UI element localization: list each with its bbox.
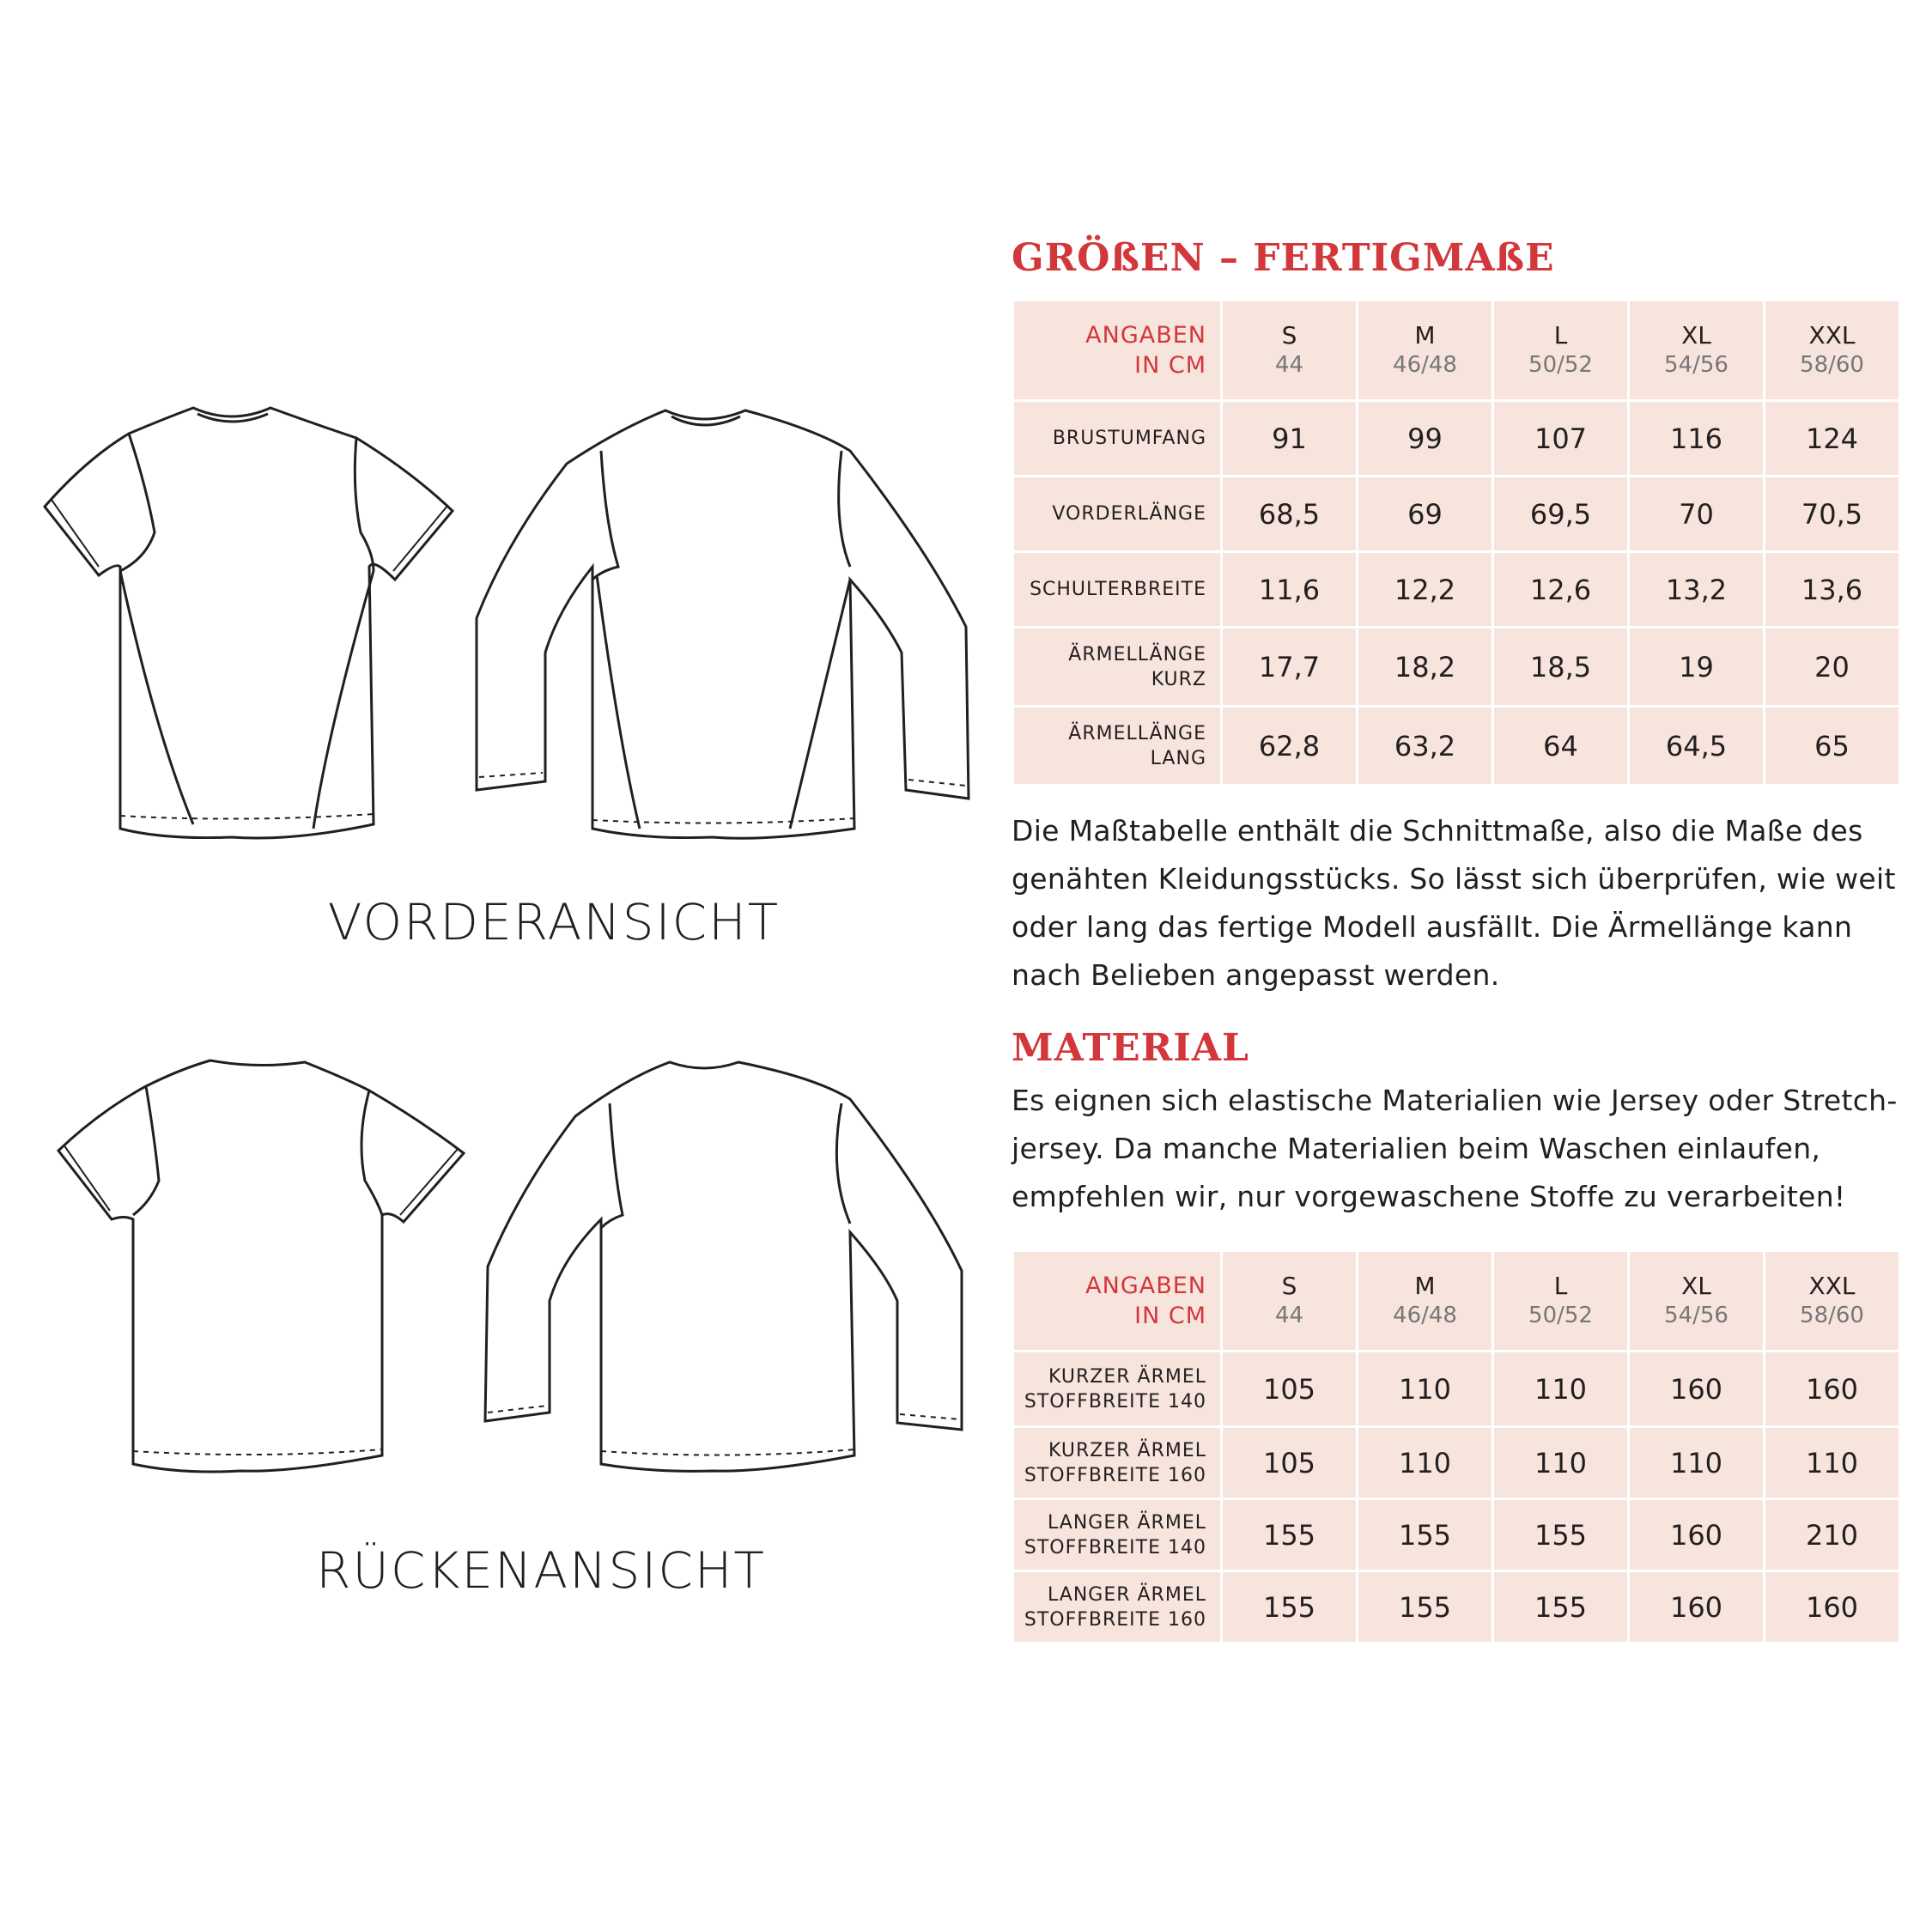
table-cell: 160	[1765, 1352, 1900, 1427]
size-header-cell	[1358, 301, 1493, 401]
table-cell: 13,6	[1765, 552, 1900, 628]
front-short-sleeve-shirt-drawing	[34, 395, 464, 841]
front-view-label: VORDERANSICHT	[327, 893, 781, 951]
table-cell: 210	[1765, 1499, 1900, 1571]
table-cell: 69,5	[1493, 477, 1629, 552]
table-cell: 160	[1629, 1352, 1765, 1427]
size-header-cell	[1222, 1251, 1358, 1352]
size-name: XXL	[1808, 321, 1856, 349]
table-cell: 11,6	[1222, 552, 1358, 628]
sizes-heading: GRÖßEN – FERTIGMAßE	[1012, 236, 1555, 280]
size-name: M	[1414, 321, 1436, 349]
table-cell: 64	[1493, 707, 1629, 786]
size-name: L	[1553, 321, 1568, 349]
size-header-cell	[1765, 301, 1900, 401]
table-cell: 64,5	[1629, 707, 1765, 786]
row-label-line: STOFFBREITE 140	[1024, 1390, 1206, 1413]
material-description: Es eignen sich elastische Materialien wie Jersey oder Stretch-jersey. Da manche Materialien beim Waschen einlaufen, empfehlen wir, nur vorgewaschene Stoffe zu verarbeiten!	[1012, 1084, 1898, 1213]
table-cell: 110	[1629, 1427, 1765, 1499]
table-row	[1013, 707, 1900, 786]
table-cell: 68,5	[1222, 477, 1358, 552]
table-cell: 110	[1493, 1427, 1629, 1499]
size-name: M	[1414, 1272, 1436, 1300]
table-cell: 99	[1358, 401, 1493, 477]
table-cell: 12,2	[1358, 552, 1493, 628]
row-label-line: STOFFBREITE 160	[1024, 1608, 1206, 1631]
table-cell: 110	[1358, 1352, 1493, 1427]
row-label-line: SCHULTERBREITE	[1030, 579, 1206, 600]
table-cell: 160	[1765, 1571, 1900, 1643]
table-cell: 17,7	[1222, 628, 1358, 707]
table-cell: 155	[1493, 1499, 1629, 1571]
table-header-row	[1013, 301, 1900, 401]
row-label-line: VORDERLÄNGE	[1052, 503, 1206, 525]
size-name: XXL	[1808, 1272, 1856, 1300]
fabric-requirement-table	[1012, 1249, 1901, 1644]
sizes-description: Die Maßtabelle enthält die Schnittmaße, also die Maße des genähten Kleidungsstücks. So lässt sich überprüfen, wie weit oder lang das fertige Modell ausfällt. Die Ärmellänge kann nach Belieben angepasst werden.	[1012, 814, 1896, 992]
table-cell: 105	[1222, 1352, 1358, 1427]
table-cell: 65	[1765, 707, 1900, 786]
table-cell: 18,2	[1358, 628, 1493, 707]
size-name: S	[1281, 321, 1297, 349]
front-long-sleeve-shirt-drawing	[472, 395, 979, 841]
table-cell: 107	[1493, 401, 1629, 477]
finished-measurements-table	[1012, 299, 1901, 787]
table-cell: 116	[1629, 401, 1765, 477]
table-row	[1013, 401, 1900, 477]
row-label-line: STOFFBREITE 140	[1024, 1536, 1206, 1558]
table-cell: 19	[1629, 628, 1765, 707]
row-label-line: KURZ	[1151, 668, 1206, 690]
table-header-row	[1013, 1251, 1900, 1352]
row-label-line: ÄRMELLÄNGE	[1068, 722, 1206, 744]
table-row	[1013, 1427, 1900, 1499]
table-row	[1013, 1499, 1900, 1571]
table-cell: 69	[1358, 477, 1493, 552]
table-cell: 155	[1222, 1571, 1358, 1643]
size-number: 54/56	[1664, 352, 1728, 378]
back-view-label: RÜCKENANSICHT	[316, 1541, 766, 1600]
table-cell: 110	[1358, 1427, 1493, 1499]
table-cell: 160	[1629, 1499, 1765, 1571]
unit-header-cell	[1013, 301, 1222, 401]
row-label-line: STOFFBREITE 160	[1024, 1464, 1206, 1486]
unit-label: ANGABEN	[1085, 322, 1206, 349]
row-label	[1013, 1427, 1222, 1499]
table-cell: 155	[1222, 1499, 1358, 1571]
table-row	[1013, 552, 1900, 628]
table-cell: 155	[1493, 1571, 1629, 1643]
table-cell: 70	[1629, 477, 1765, 552]
material-heading: MATERIAL	[1012, 1026, 1249, 1070]
size-number: 46/48	[1393, 352, 1457, 378]
table-row	[1013, 1571, 1900, 1643]
table-cell: 155	[1358, 1571, 1493, 1643]
row-label-line: ÄRMELLÄNGE	[1068, 643, 1206, 665]
size-header-cell	[1493, 1251, 1629, 1352]
size-number: 50/52	[1528, 352, 1593, 378]
row-label-line: KURZER ÄRMEL	[1048, 1439, 1206, 1461]
size-header-cell	[1222, 301, 1358, 401]
row-label	[1013, 401, 1222, 477]
row-label	[1013, 1352, 1222, 1427]
back-short-sleeve-shirt-drawing	[52, 1052, 472, 1481]
row-label-line: LANGER ÄRMEL	[1048, 1511, 1206, 1534]
size-number: 54/56	[1664, 1303, 1728, 1328]
row-label-line: LANGER ÄRMEL	[1048, 1583, 1206, 1606]
size-number: 44	[1274, 1303, 1304, 1328]
size-number: 58/60	[1800, 1303, 1864, 1328]
row-label-line: KURZER ÄRMEL	[1048, 1365, 1206, 1388]
table-cell: 155	[1358, 1499, 1493, 1571]
unit-label: IN CM	[1134, 352, 1206, 379]
table-cell: 13,2	[1629, 552, 1765, 628]
table-cell: 18,5	[1493, 628, 1629, 707]
back-long-sleeve-shirt-drawing	[481, 1052, 975, 1481]
table-cell: 105	[1222, 1427, 1358, 1499]
size-header-cell	[1629, 1251, 1765, 1352]
table-row	[1013, 477, 1900, 552]
row-label	[1013, 628, 1222, 707]
row-label	[1013, 1571, 1222, 1643]
size-number: 46/48	[1393, 1303, 1457, 1328]
row-label-line: LANG	[1150, 747, 1206, 769]
unit-label: ANGABEN	[1085, 1273, 1206, 1299]
row-label	[1013, 1499, 1222, 1571]
table-cell: 20	[1765, 628, 1900, 707]
size-number: 58/60	[1800, 352, 1864, 378]
table-cell: 110	[1493, 1352, 1629, 1427]
unit-header-cell	[1013, 1251, 1222, 1352]
table-row	[1013, 628, 1900, 707]
table-cell: 70,5	[1765, 477, 1900, 552]
size-header-cell	[1765, 1251, 1900, 1352]
size-header-cell	[1358, 1251, 1493, 1352]
row-label-line: BRUSTUMFANG	[1052, 428, 1206, 449]
table-row	[1013, 1352, 1900, 1427]
size-name: S	[1281, 1272, 1297, 1300]
size-header-cell	[1629, 301, 1765, 401]
table-cell: 63,2	[1358, 707, 1493, 786]
table-cell: 91	[1222, 401, 1358, 477]
table-cell: 12,6	[1493, 552, 1629, 628]
table-cell: 160	[1629, 1571, 1765, 1643]
row-label	[1013, 707, 1222, 786]
size-header-cell	[1493, 301, 1629, 401]
row-label	[1013, 477, 1222, 552]
size-name: L	[1553, 1272, 1568, 1300]
table-cell: 124	[1765, 401, 1900, 477]
table-cell: 62,8	[1222, 707, 1358, 786]
row-label	[1013, 552, 1222, 628]
size-name: XL	[1681, 321, 1711, 349]
size-number: 50/52	[1528, 1303, 1593, 1328]
size-name: XL	[1681, 1272, 1711, 1300]
unit-label: IN CM	[1134, 1303, 1206, 1329]
size-number: 44	[1274, 352, 1304, 378]
table-cell: 110	[1765, 1427, 1900, 1499]
